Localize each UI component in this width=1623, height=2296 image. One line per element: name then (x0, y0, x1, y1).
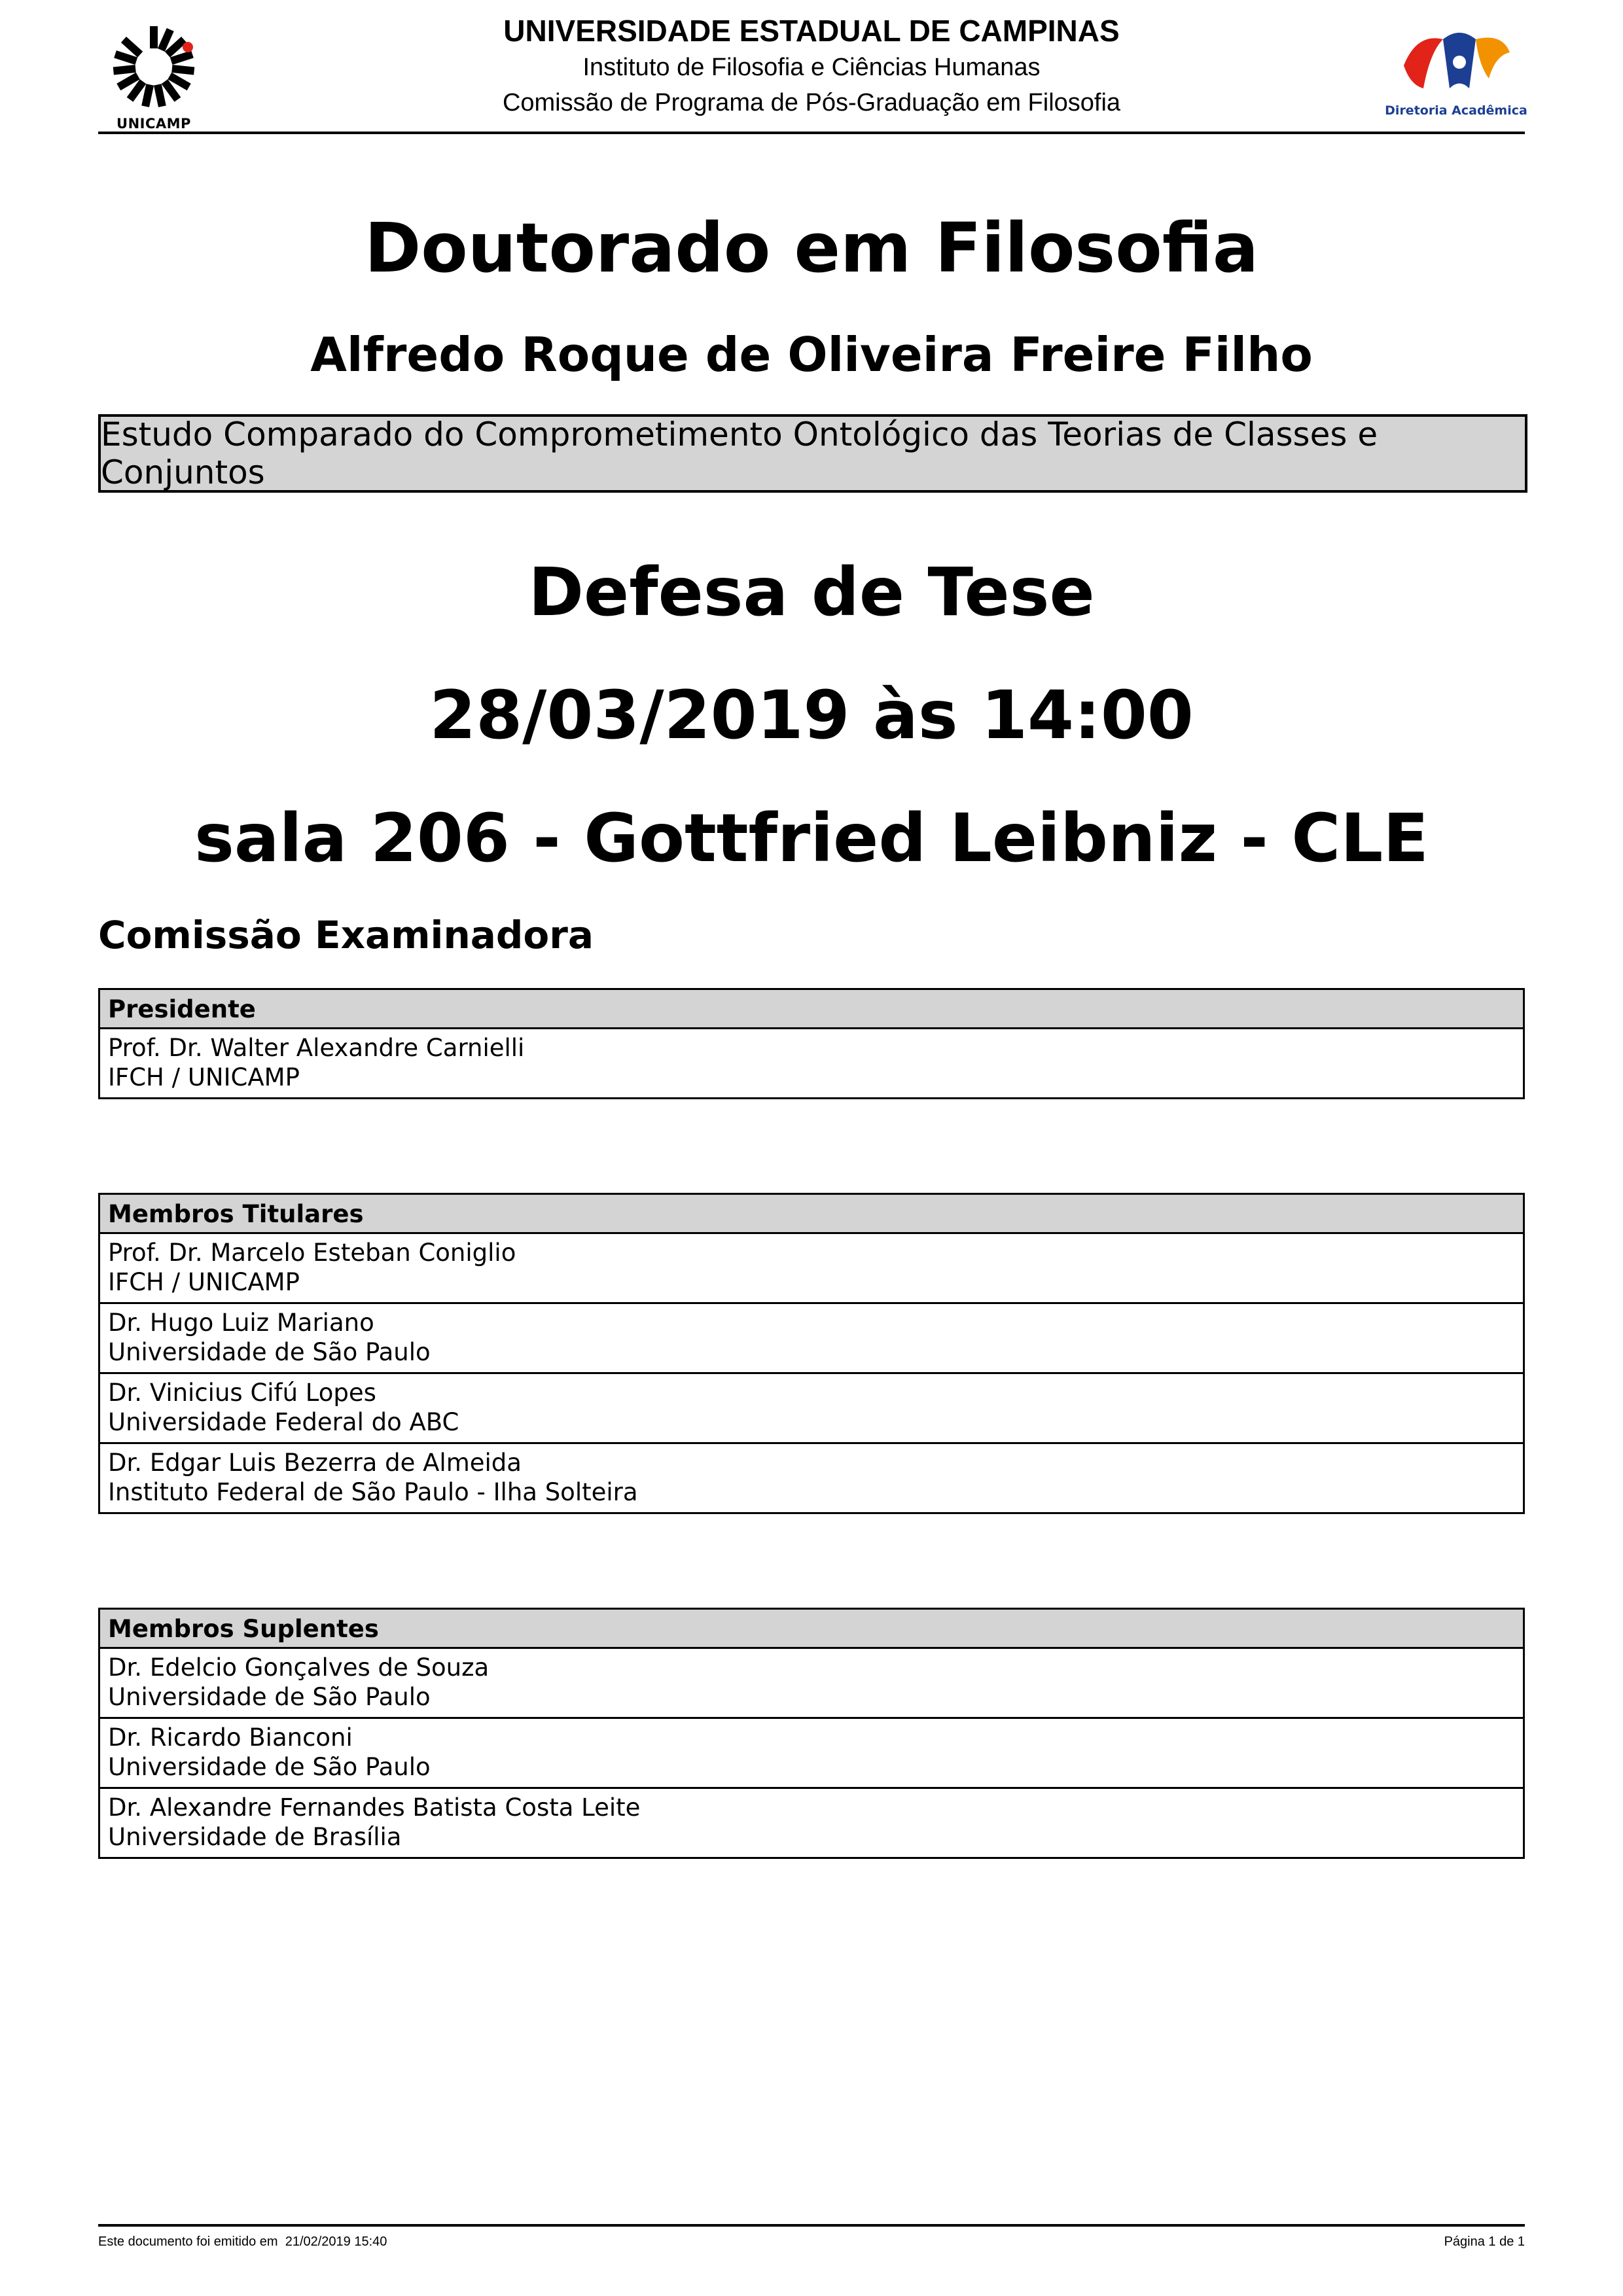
president-table (98, 988, 1525, 1099)
committee-title: Comissão Examinadora (98, 913, 594, 957)
student-name: Alfredo Roque de Oliveira Freire Filho (310, 327, 1313, 382)
member-affiliation: IFCH / UNICAMP (108, 1063, 300, 1091)
member-affiliation: Universidade Federal do ABC (108, 1408, 459, 1436)
diretoria-academica-text: Diretoria Acadêmica (1385, 103, 1527, 118)
event-datetime: 28/03/2019 às 14:00 (429, 677, 1194, 754)
member-affiliation: IFCH / UNICAMP (108, 1268, 300, 1296)
event-type: Defesa de Tese (528, 554, 1095, 631)
member-name: Dr. Ricardo Bianconi (108, 1723, 353, 1752)
member-name: Dr. Edelcio Gonçalves de Souza (108, 1653, 490, 1682)
unicamp-logo-text: UNICAMP (116, 116, 191, 132)
table-row (100, 1649, 1523, 1719)
thesis-title-box (98, 414, 1527, 493)
diretoria-academica-logo (1384, 26, 1528, 124)
table-row (100, 1444, 1523, 1512)
president-table-header: Presidente (100, 990, 1523, 1029)
header-divider (98, 132, 1525, 134)
titular-members-table-header: Membros Titulares (100, 1195, 1523, 1234)
thesis-title: Estudo Comparado do Comprometimento Ontológico das Teorias de Classes e Conjuntos (101, 415, 1378, 491)
page-number: Página 1 de 1 (1444, 2234, 1525, 2249)
table-row (100, 1374, 1523, 1444)
substitute-members-table (98, 1608, 1525, 1859)
table-row (100, 1719, 1523, 1789)
table-row (100, 1234, 1523, 1304)
member-affiliation: Universidade de São Paulo (108, 1683, 431, 1711)
member-affiliation: Universidade de São Paulo (108, 1753, 431, 1781)
member-name: Prof. Dr. Walter Alexandre Carnielli (108, 1034, 525, 1062)
member-name: Dr. Edgar Luis Bezerra de Almeida (108, 1449, 522, 1477)
titular-members-table (98, 1193, 1525, 1514)
substitute-members-table-header: Membros Suplentes (100, 1610, 1523, 1649)
program-title: Doutorado em Filosofia (364, 208, 1259, 288)
table-row (100, 1029, 1523, 1097)
issued-timestamp: Este documento foi emitido em 21/02/2019 15:40 (98, 2234, 387, 2249)
university-name: UNIVERSIDADE ESTADUAL DE CAMPINAS (503, 14, 1120, 48)
institute-name: Instituto de Filosofia e Ciências Humanas (582, 54, 1041, 81)
diretoria-academica-emblem-icon (1397, 26, 1515, 98)
member-affiliation: Universidade de Brasília (108, 1823, 402, 1851)
member-name: Dr. Hugo Luiz Mariano (108, 1309, 374, 1337)
event-room: sala 206 - Gottfried Leibniz - CLE (194, 800, 1429, 877)
member-name: Dr. Vinicius Cifú Lopes (108, 1379, 376, 1407)
commission-name: Comissão de Programa de Pós-Graduação em Filosofia (502, 89, 1121, 116)
member-name: Prof. Dr. Marcelo Esteban Coniglio (108, 1239, 516, 1267)
table-row (100, 1304, 1523, 1374)
member-affiliation: Universidade de São Paulo (108, 1338, 431, 1366)
footer-divider (98, 2224, 1525, 2227)
member-affiliation: Instituto Federal de São Paulo - Ilha Solteira (108, 1478, 638, 1506)
member-name: Dr. Alexandre Fernandes Batista Costa Leite (108, 1793, 641, 1822)
table-row (100, 1789, 1523, 1857)
